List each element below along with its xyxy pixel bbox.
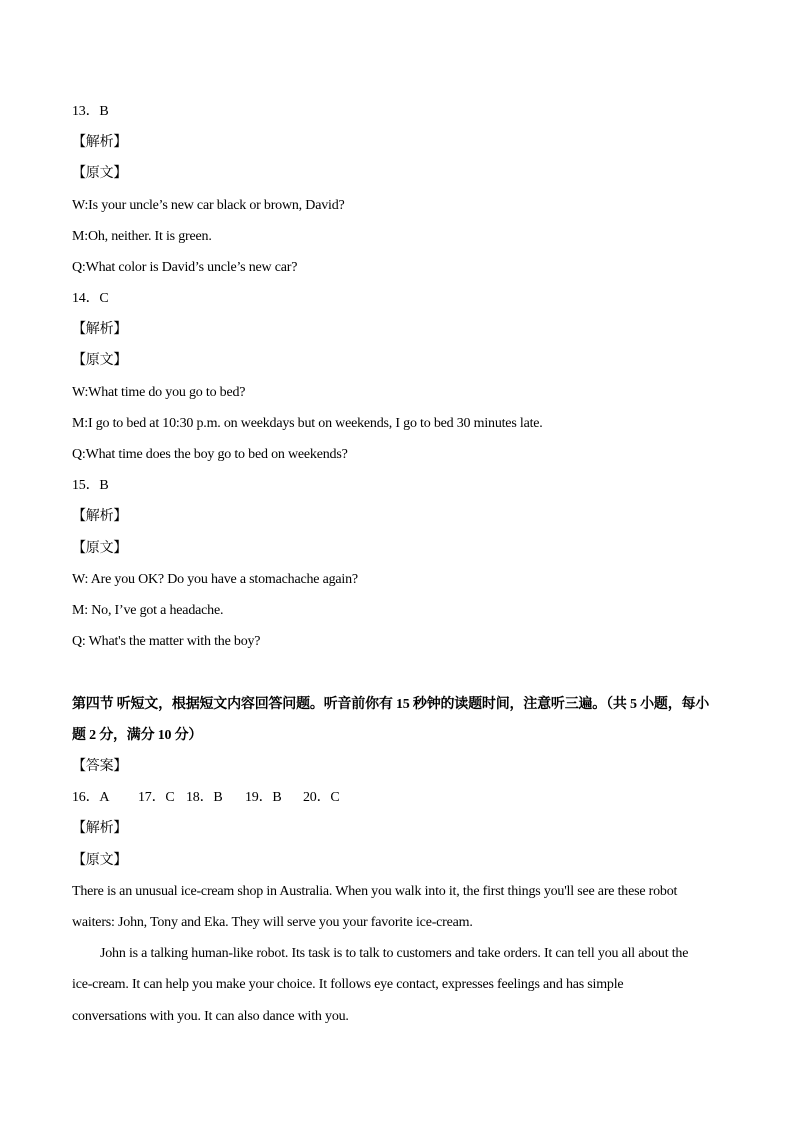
q13-answer: 13．B [72, 104, 109, 119]
section4-transcript-label: 【原文】 [72, 853, 128, 868]
q13-line-question: Q:What color is David’s uncle’s new car? [72, 260, 298, 275]
q14-line-woman: W:What time do you go to bed? [72, 385, 246, 400]
q15-line-question: Q: What's the matter with the boy? [72, 634, 261, 649]
q14-answer: 14．C [72, 291, 109, 306]
answer-17: 17．C [138, 790, 175, 805]
q15-line-man: M: No, I’ve got a headache. [72, 603, 224, 618]
answer-16: 16．A [72, 790, 110, 805]
section4-analysis-label: 【解析】 [72, 821, 128, 836]
section4-heading-line2: 题 2 分，满分 10 分） [72, 728, 203, 743]
q14-analysis-label: 【解析】 [72, 322, 128, 337]
passage-line: There is an unusual ice-cream shop in Australia. When you walk into it, the first things you'll see are these robot [72, 884, 678, 899]
answer-19: 19．B [245, 790, 282, 805]
q15-transcript-label: 【原文】 [72, 541, 128, 556]
section4-answer-label: 【答案】 [72, 759, 128, 774]
q14-line-man: M:I go to bed at 10:30 p.m. on weekdays but on weekends, I go to bed 30 minutes late. [72, 416, 543, 431]
section4-answer-row [72, 789, 340, 807]
passage-line: waiters: John, Tony and Eka. They will serve you your favorite ice-cream. [72, 915, 473, 930]
q13-analysis-label: 【解析】 [72, 135, 128, 150]
q15-analysis-label: 【解析】 [72, 509, 128, 524]
passage-line: ice-cream. It can help you make your choice. It follows eye contact, expresses feelings and has simple [72, 977, 624, 992]
q14-line-question: Q:What time does the boy go to bed on weekends? [72, 447, 348, 462]
q15-answer: 15．B [72, 478, 109, 493]
q13-line-woman: W:Is your uncle’s new car black or brown, David? [72, 198, 345, 213]
answer-18: 18．B [186, 790, 223, 805]
q13-transcript-label: 【原文】 [72, 166, 128, 181]
answer-20: 20．C [303, 790, 340, 805]
passage-line: John is a talking human-like robot. Its task is to talk to customers and take orders. It can tell you all about the [100, 946, 689, 961]
q13-line-man: M:Oh, neither. It is green. [72, 229, 212, 244]
passage-line: conversations with you. It can also dance with you. [72, 1009, 349, 1024]
q14-transcript-label: 【原文】 [72, 353, 128, 368]
section4-heading-line1: 第四节 听短文，根据短文内容回答问题。听音前你有 15 秒钟的读题时间，注意听三遍。（共 5 小题，每小 [72, 697, 710, 712]
q15-line-woman: W: Are you OK? Do you have a stomachache again? [72, 572, 358, 587]
